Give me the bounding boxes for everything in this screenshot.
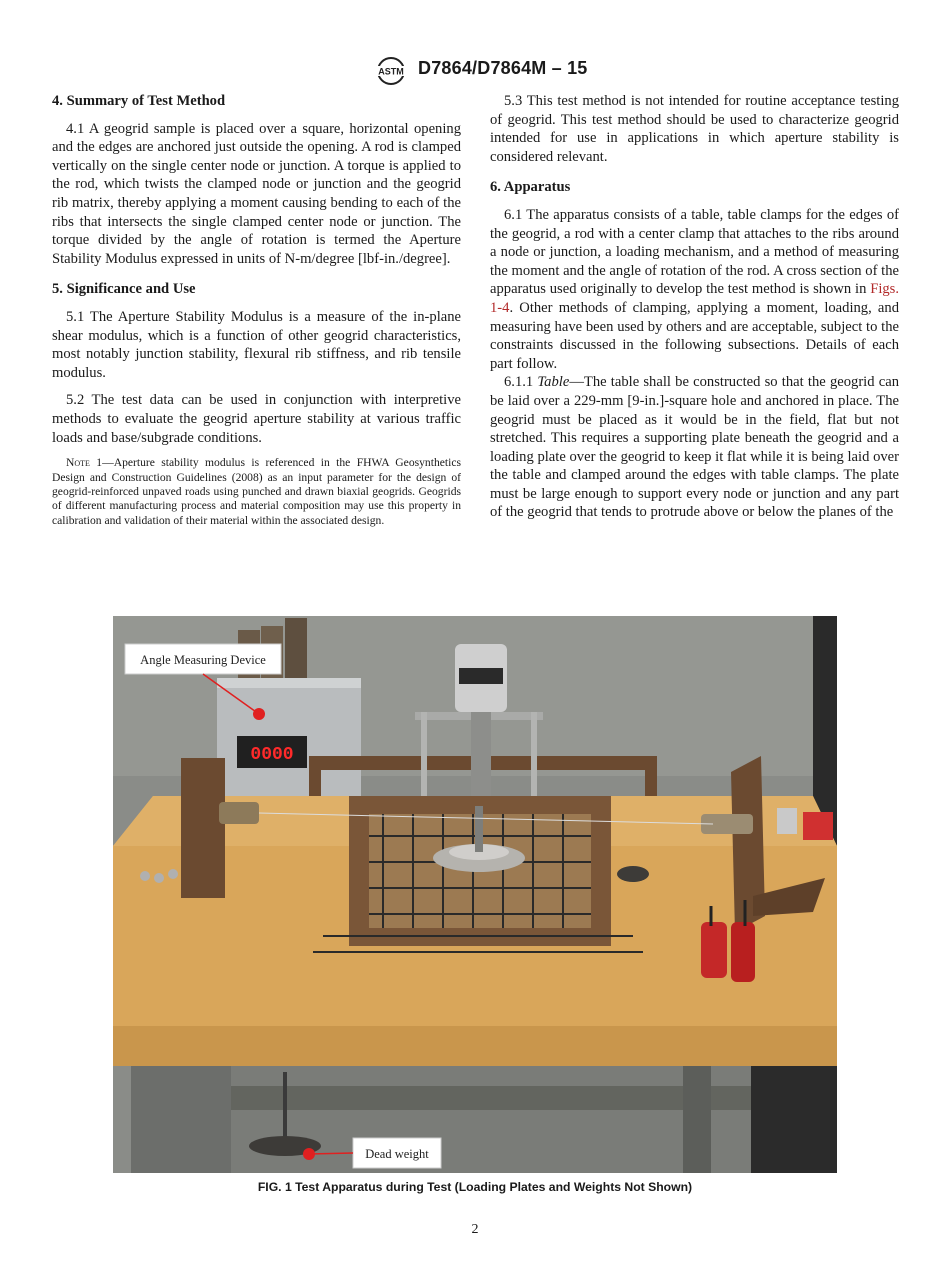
page-number: 2 bbox=[471, 1222, 479, 1237]
note-label: Note 1 bbox=[66, 456, 103, 470]
pointer-line-weight bbox=[309, 1153, 353, 1154]
figure-caption: FIG. 1 Test Apparatus during Test (Loading Plates and Weights Not Shown) bbox=[257, 1180, 693, 1194]
section-4-heading: 4. Summary of Test Method bbox=[52, 93, 226, 109]
term-table: Table bbox=[537, 374, 570, 391]
note-text: —Aperture stability modulus is referenced in the FHWA Geosynthetics Design and Construction Guidelines (2008) as an input parameter for the design of geogrid-reinforced unpaved roads using punched and drawn biaxial geogrids. Geogrids of different manufacturing process and material composition may use this property in calibration and validation of their material within the associated design. bbox=[52, 456, 461, 527]
page-header bbox=[0, 56, 950, 86]
svg-text:ASTM: ASTM bbox=[378, 66, 404, 77]
left-column bbox=[52, 92, 461, 528]
paragraph-5-3: 5.3 This test method is not intended for routine acceptance testing of geogrid. This test method should be used to characterize geogrid intended for use in applications in which aperture stability is considered relevant. bbox=[490, 93, 899, 165]
paragraph-5-1: 5.1 The Aperture Stability Modulus is a measure of the in-plane shear modulus, which is a function of other geogrid characteristics, most notably junction stability, flexural rib stiffness, and rib tensile modulus. bbox=[52, 308, 461, 381]
section-5-heading: 5. Significance and Use bbox=[52, 281, 196, 298]
paragraph-5-2: 5.2 The test data can be used in conjunction with interpretive methods to evaluate the geogrid aperture stability at various traffic loads and base/subgrade conditions. bbox=[52, 392, 461, 446]
paragraph-4-1: 4.1 A geogrid sample is placed over a square, horizontal opening and the edges are anchored just outside the opening. A rod is clamped vertically on the single center node or junction. A torque is applied to the rod, which twists the clamped node or junction and the geogrid rib matrix, thereby applying a moment causing bending to each of the ribs that intersects the single clamped center node or junction. The torque divided by the angle of rotation is termed the Aperture Stability Modulus expressed in units of N-m/degree [lbf-in./degree]. bbox=[52, 120, 461, 267]
paragraph-6-1: 6.1 The apparatus consists of a table, table clamps for the edges of the geogrid, a rod with a center clamp that attaches to the ribs around a node or junction, a loading mechanism, and a method of measuring the moment and the angle of rotation of the rod. A cross section of the apparatus used originally to develop the test method is shown in Figs. 1-4. Other methods of clamping, applying a moment, loading, and measuring have been used by others and are acceptable, subject to the constraints discussed in the following subsections. Details of each part follow. bbox=[490, 206, 899, 372]
red-tool bbox=[701, 922, 727, 978]
standard-designation: D7864/D7864M – 15 bbox=[418, 58, 588, 78]
digital-display: 0000 bbox=[250, 745, 294, 765]
label-dead-weight: Dead weight bbox=[365, 1147, 429, 1161]
astm-logo bbox=[370, 56, 412, 86]
right-column bbox=[490, 92, 899, 522]
left-clamp bbox=[181, 758, 225, 898]
figs-link[interactable]: Figs. 1-4 bbox=[490, 281, 899, 316]
note-1 bbox=[52, 456, 461, 528]
paragraph-6-1-1: 6.1.1 Table—The table shall be constructed so that the geogrid can be laid over a 229-mm [9-in.]-square hole and anchored in place. The geogrid must be placed as it would be in the field, flat but not stretched. This requires a supporting plate beneath the geogrid and a loading plate over the geogrid to keep it flat while it is being laid over the table and clamped around the edges with table clamps. The plate must be large enough to support every node or junction and any part of the geogrid that tends to protrude above or below the planes of the bbox=[490, 374, 899, 521]
section-6-heading: 6. Apparatus bbox=[490, 179, 571, 196]
figure-1-photo bbox=[113, 616, 837, 1173]
label-angle-measuring-device: Angle Measuring Device bbox=[140, 653, 266, 667]
